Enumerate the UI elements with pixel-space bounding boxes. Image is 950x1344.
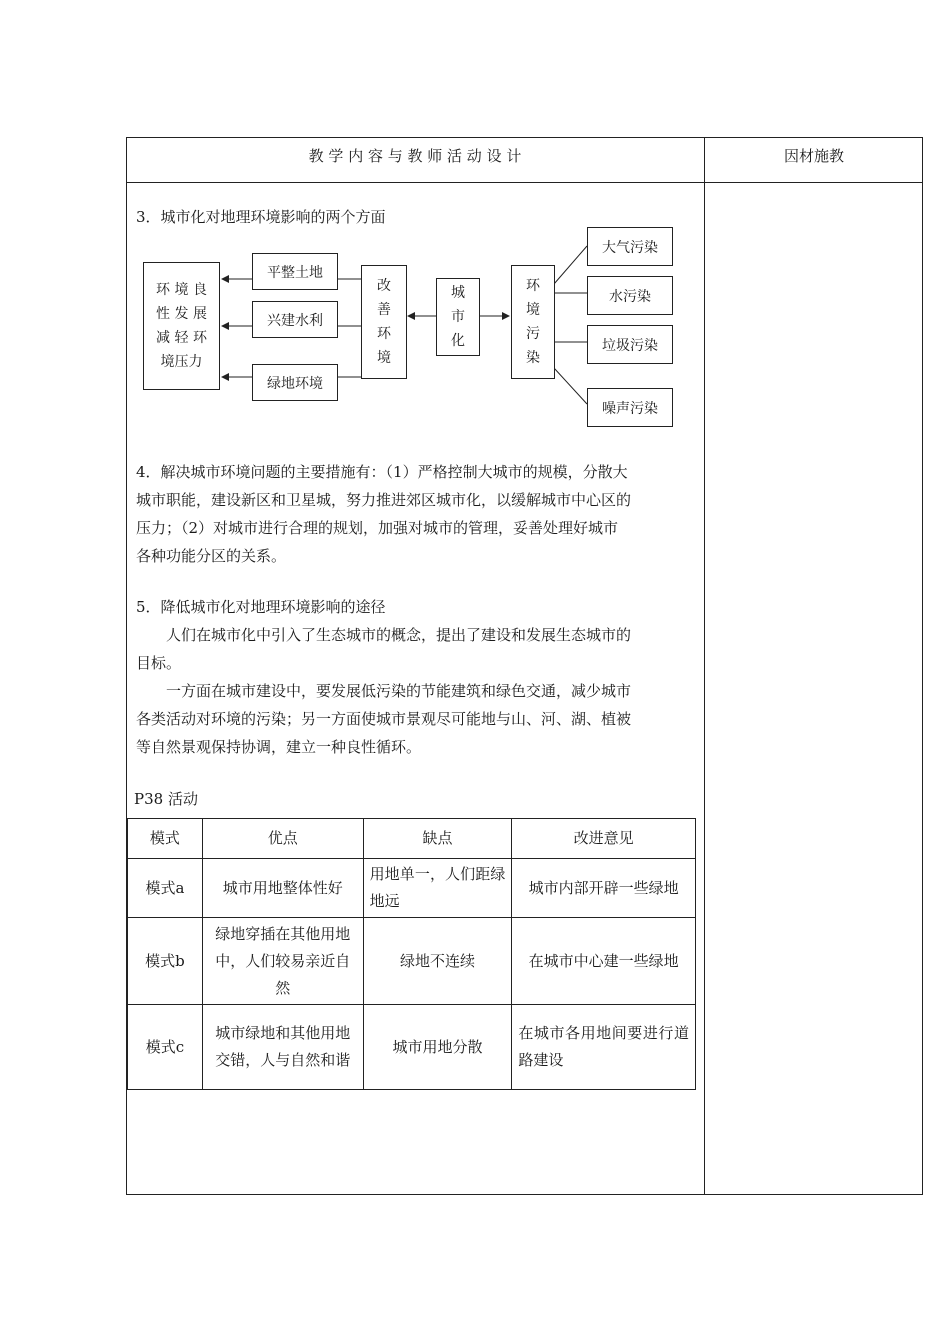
improve-box-char: 善: [377, 302, 391, 318]
improve-cell: 在城市各用地间要进行道路建设: [512, 1005, 696, 1090]
table-header-row: [128, 819, 696, 859]
cons-cell: 绿地不连续: [363, 918, 512, 1005]
center-box-char: 城: [451, 285, 465, 301]
column-header: 模式: [128, 819, 203, 859]
urbanization-box: [436, 278, 480, 356]
content-column-title: 教 学 内 容 与 教 师 活 动 设 计: [308, 147, 522, 165]
left-box-line: 环 境 良: [156, 282, 207, 298]
column-header: 改进意见: [512, 819, 696, 859]
pollution-box-char: 境: [526, 302, 540, 318]
header-divider: [126, 182, 923, 183]
pollution-box-char: 环: [526, 278, 540, 294]
cons-cell: 城市用地分散: [363, 1005, 512, 1090]
pollution-box-char: 污: [526, 326, 540, 342]
improve-environment-box: [361, 265, 407, 379]
section5-p2-line: 各类活动对环境的污染；另一方面使城市景观尽可能地与山、河、湖、植被: [136, 710, 632, 728]
noise-pollution-label: 噪声污染: [602, 400, 658, 417]
section4-paragraph: [136, 458, 696, 570]
mode-cell: 模式a: [128, 859, 203, 918]
section5-heading: 5．降低城市化对地理环境影响的途径: [136, 598, 386, 616]
section5-p1-line: 人们在城市化中引入了生态城市的概念，提出了建设和发展生态城市的: [166, 626, 632, 644]
column-header: 优点: [202, 819, 363, 859]
section3-heading: 3．城市化对地理环境影响的两个方面: [136, 208, 386, 226]
pollution-box-char: 染: [526, 350, 540, 366]
left-box-line: 减 轻 环: [156, 330, 207, 346]
green-environment-label: 绿地环境: [267, 375, 323, 392]
cons-cell: 用地单一，人们距绿地远: [363, 859, 512, 918]
environmental-pollution-box: [511, 265, 555, 379]
improve-box-char: 境: [377, 350, 391, 366]
section4-line: 压力；（2）对城市进行合理的规划，加强对城市的管理，妥善处理好城市: [136, 519, 619, 537]
pros-cell: 绿地穿插在其他用地中，人们较易亲近自然: [202, 918, 363, 1005]
air-pollution-label: 大气污染: [602, 239, 658, 256]
section5-paragraph-1: [136, 621, 696, 677]
section5-paragraph-2: [136, 677, 696, 761]
improve-box-char: 改: [377, 278, 391, 294]
green-environment-box: [252, 364, 338, 401]
table-row: [128, 859, 696, 918]
benign-development-box: [143, 262, 220, 390]
water-pollution-label: 水污染: [609, 288, 651, 305]
garbage-pollution-box: [587, 325, 673, 364]
land-leveling-label: 平整土地: [267, 264, 323, 281]
water-conservancy-box: [252, 301, 338, 338]
section5-p2-line: 一方面在城市建设中，要发展低污染的节能建筑和绿色交通，减少城市: [166, 682, 632, 700]
pros-cell: 城市用地整体性好: [202, 859, 363, 918]
air-pollution-box: [587, 227, 673, 266]
table-row: [128, 1005, 696, 1090]
mode-cell: 模式b: [128, 918, 203, 1005]
section4-line: 城市职能，建设新区和卫星城，努力推进郊区城市化，以缓解城市中心区的: [136, 491, 632, 509]
side-column-title: 因材施教: [783, 147, 844, 165]
column-divider: [704, 137, 705, 1195]
activity-title: P38 活动: [134, 790, 198, 808]
noise-pollution-box: [587, 388, 673, 427]
water-pollution-box: [587, 276, 673, 315]
section5-p2-line: 等自然景观保持协调，建立一种良性循环。: [136, 738, 422, 756]
improve-cell: 在城市中心建一些绿地: [512, 918, 696, 1005]
table-row: [128, 918, 696, 1005]
section5-p1-line: 目标。: [136, 654, 182, 672]
center-box-char: 化: [451, 333, 465, 349]
left-box-line: 性 发 展: [156, 306, 207, 322]
connector-air: [554, 246, 587, 284]
column-header: 缺点: [363, 819, 512, 859]
section4-line: 各种功能分区的关系。: [136, 547, 287, 565]
activity-table: [127, 818, 696, 1090]
improve-box-char: 环: [377, 326, 391, 342]
center-box-char: 市: [451, 309, 465, 325]
land-leveling-box: [252, 253, 338, 290]
mode-cell: 模式c: [128, 1005, 203, 1090]
connector-noise: [554, 368, 587, 404]
garbage-pollution-label: 垃圾污染: [602, 337, 658, 354]
pros-cell: 城市绿地和其他用地交错，人与自然和谐: [202, 1005, 363, 1090]
improve-cell: 城市内部开辟一些绿地: [512, 859, 696, 918]
left-box-line: 境压力: [160, 354, 203, 370]
section4-line: 4．解决城市环境问题的主要措施有：（1）严格控制大城市的规模，分散大: [136, 463, 628, 481]
water-conservancy-label: 兴建水利: [267, 312, 323, 329]
